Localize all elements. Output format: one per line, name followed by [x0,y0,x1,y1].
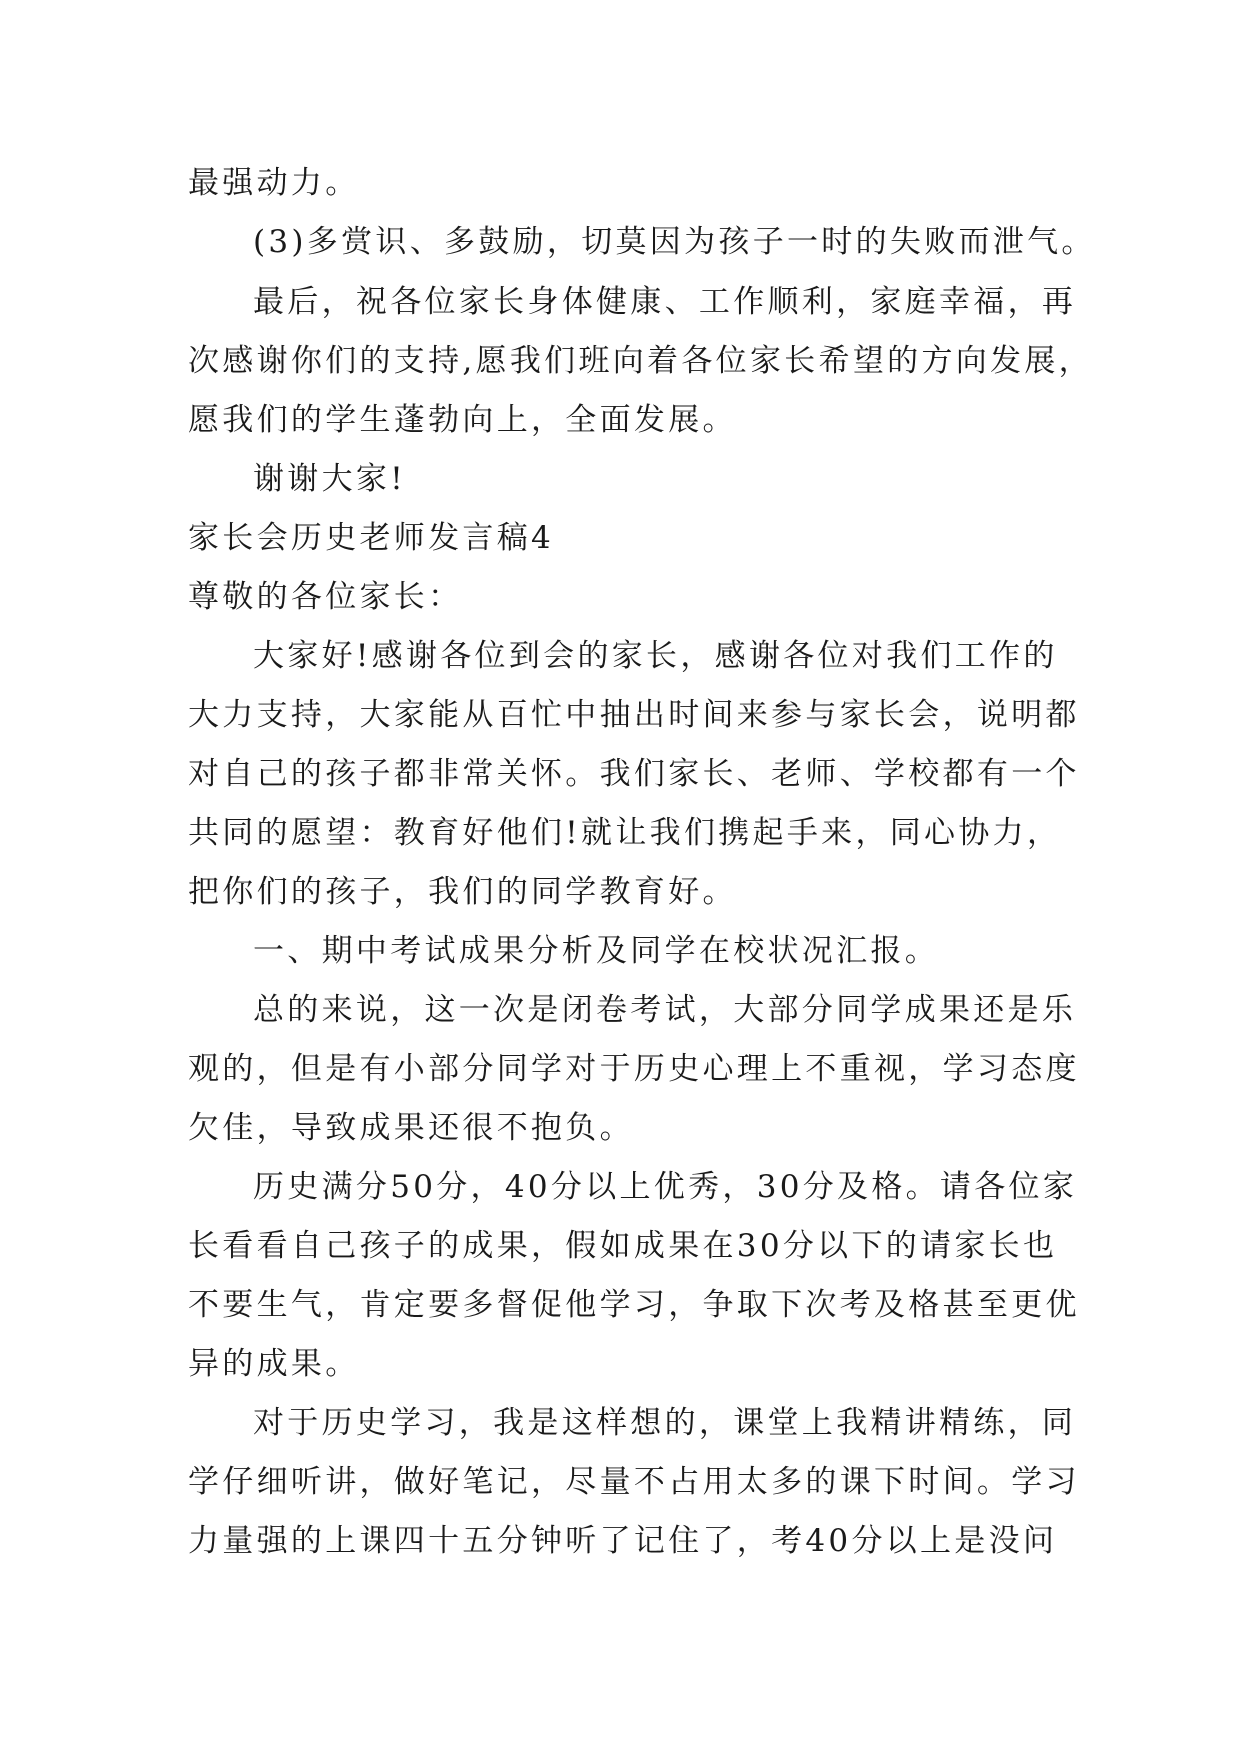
paragraph-line: 对于历史学习，我是这样想的，课堂上我精讲精练，同 [253,1405,1077,1441]
section-heading: 家长会历史老师发言稿4 [188,520,555,556]
paragraph-line: 欠佳，导致成果还很不抱负。 [188,1110,634,1146]
paragraph-line: 对自己的孩子都非常关怀。我们家长、老师、学校都有一个 [188,756,1080,792]
paragraph-line: 把你们的孩子，我们的同学教育好。 [188,874,737,910]
paragraph-line: 共同的愿望：教育好他们!就让我们携起手来，同心协力， [188,815,1062,851]
paragraph-line: 最强动力。 [188,165,360,201]
paragraph-line: 历史满分50分，40分以上优秀，30分及格。请各位家 [253,1169,1078,1205]
paragraph-line: 长看看自己孩子的成果，假如成果在30分以下的请家长也 [188,1228,1058,1264]
paragraph-line: 次感谢你们的支持,愿我们班向着各位家长希望的方向发展， [188,343,1093,379]
paragraph-line: 谢谢大家! [253,461,406,497]
paragraph-line: 大力支持，大家能从百忙中抽出时间来参与家长会，说明都 [188,697,1080,733]
paragraph-line: 学仔细听讲，做好笔记，尽量不占用太多的课下时间。学习 [188,1464,1080,1500]
paragraph-line: 总的来说，这一次是闭卷考试，大部分同学成果还是乐 [253,992,1077,1028]
paragraph-line: 一、期中考试成果分析及同学在校状况汇报。 [253,933,939,969]
paragraph-line: 最后，祝各位家长身体健康、工作顺利，家庭幸福，再 [253,284,1077,320]
salutation: 尊敬的各位家长： [188,579,463,615]
paragraph-line: (3)多赏识、多鼓励，切莫因为孩子一时的失败而泄气。 [253,224,1096,260]
paragraph-line: 不要生气，肯定要多督促他学习，争取下次考及格甚至更优 [188,1287,1080,1323]
paragraph-line: 异的成果。 [188,1346,360,1382]
paragraph-line: 大家好!感谢各位到会的家长，感谢各位对我们工作的 [253,638,1058,674]
paragraph-line: 力量强的上课四十五分钟听了记住了，考40分以上是没问 [188,1523,1058,1559]
paragraph-line: 观的，但是有小部分同学对于历史心理上不重视，学习态度 [188,1051,1080,1087]
paragraph-line: 愿我们的学生蓬勃向上，全面发展。 [188,402,737,438]
